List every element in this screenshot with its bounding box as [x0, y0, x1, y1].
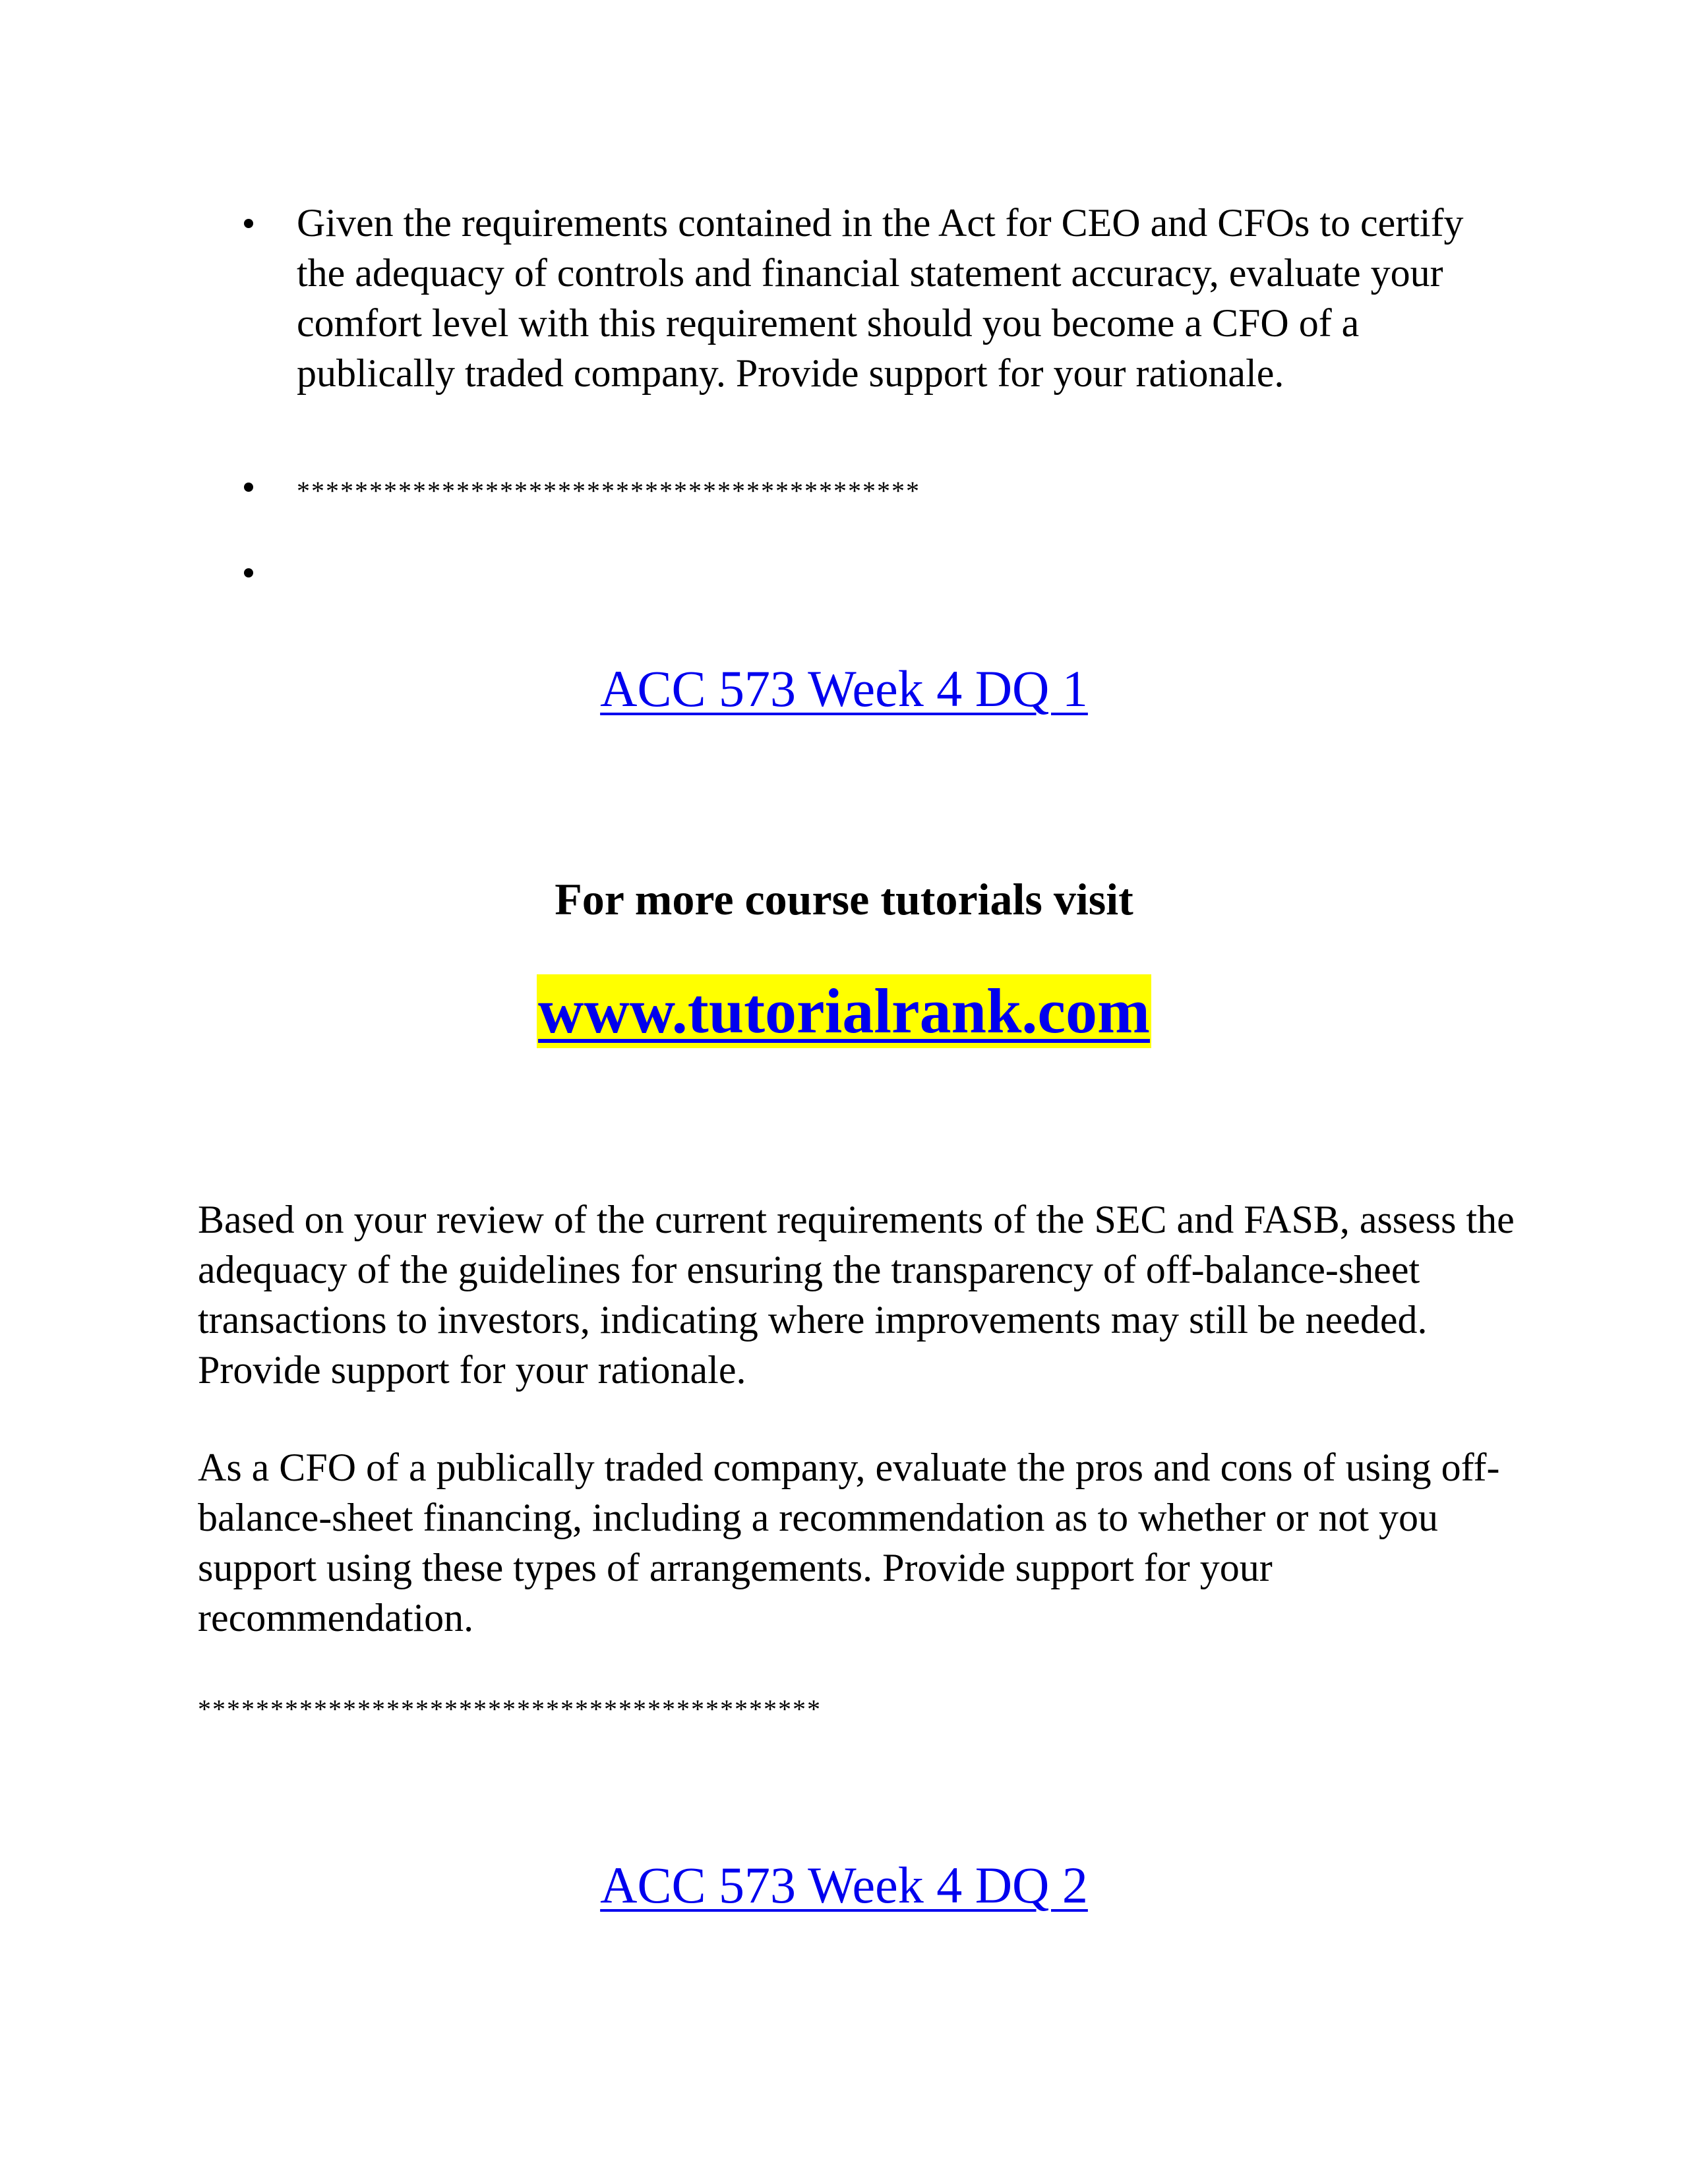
bullet-icon: [244, 219, 253, 228]
discussion-paragraph-1: Based on your review of the current requirements of the SEC and FASB, assess the adequacy of the guidelines for ensuring the transparency of off-balance-sheet transactions to investors, indicating where improvements may still be needed. Provide support for your rationale.: [198, 1198, 1515, 1392]
promo-site-wrap: [0, 974, 1688, 1048]
promo-visit-text: For more course tutorials visit: [555, 874, 1133, 924]
bullet-icon: [244, 483, 253, 492]
bullet-item-separator: [198, 461, 1503, 547]
discussion-paragraph-2: As a CFO of a publically traded company, evaluate the pros and cons of using off-balance-sheet financing, including a recommendation as to whether or not you support using these types of arrangements. Provide support for your recommendation.: [198, 1446, 1500, 1639]
bullet-icon: [244, 568, 253, 577]
bullet-item-empty: [198, 547, 1503, 597]
heading-link-2-wrap: [0, 1856, 1688, 1915]
tutorialrank-site-link[interactable]: www.tutorialrank.com: [537, 974, 1151, 1048]
bullet-item-question: [198, 198, 1503, 461]
week-4-dq-1-link[interactable]: ACC 573 Week 4 DQ 1: [600, 660, 1088, 717]
bullet-text: Given the requirements contained in the Act for CEO and CFOs to certify the adequacy of controls and financial statement accuracy, evaluate your comfort level with this requirement should you become a CFO of a publically traded company. Provide support for your rationale.: [297, 201, 1464, 395]
week-4-dq-2-link[interactable]: ACC 573 Week 4 DQ 2: [600, 1856, 1088, 1914]
separator-stars: *******************************************: [297, 476, 920, 506]
heading-link-1-wrap: [0, 659, 1688, 719]
question-bullet-list: [198, 198, 1503, 597]
separator-stars: *******************************************: [198, 1694, 822, 1724]
